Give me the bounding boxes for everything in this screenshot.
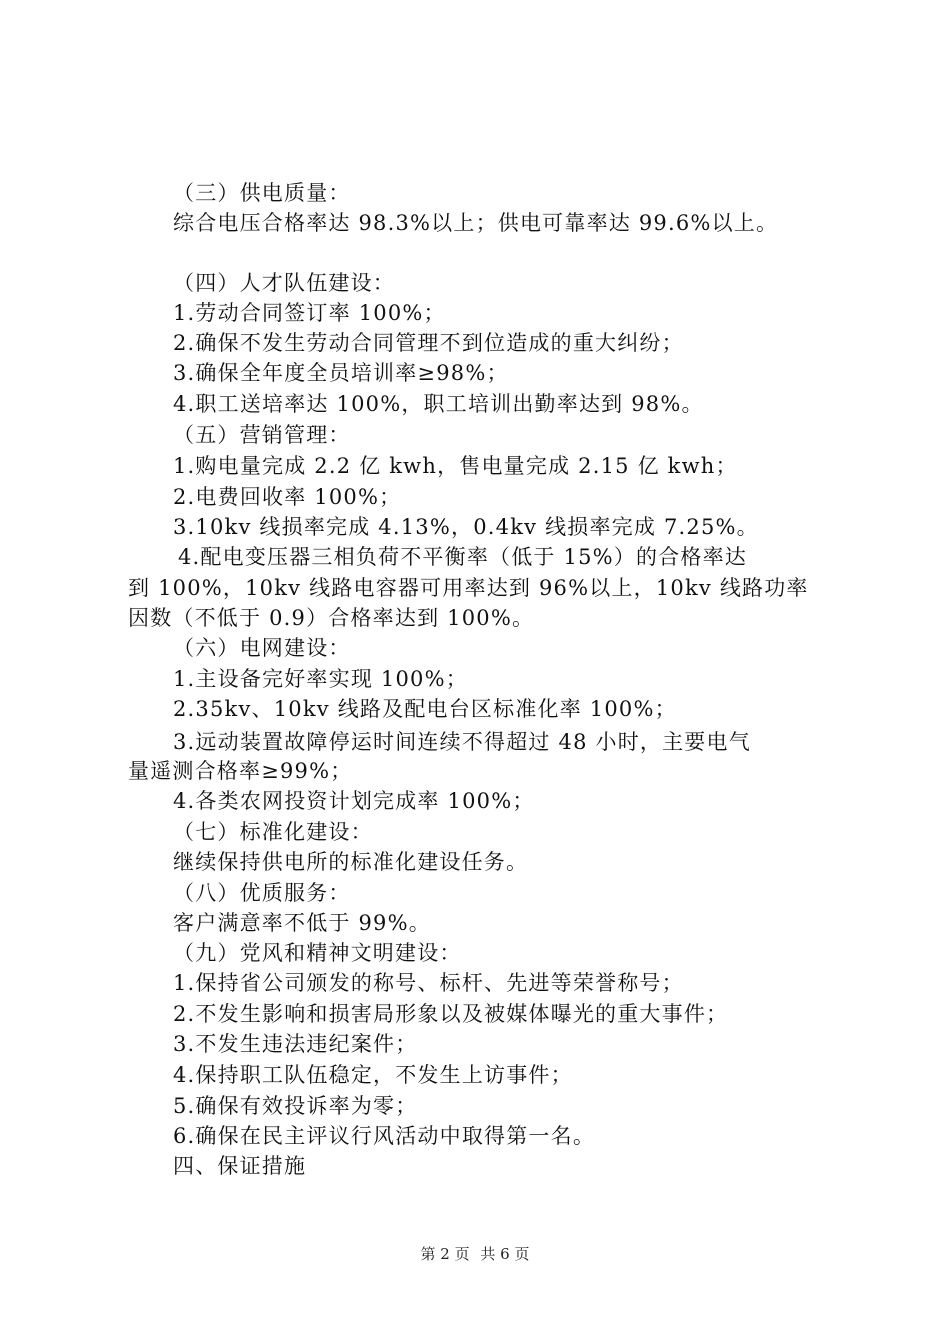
list-item: 1.主设备完好率实现 100%； xyxy=(173,667,468,691)
section-heading-grid: （六）电网建设： xyxy=(173,636,351,660)
list-item: 2.不发生影响和损害局形象以及被媒体曝光的重大事件； xyxy=(173,1002,729,1026)
list-item: 2.确保不发生劳动合同管理不到位造成的重大纠纷； xyxy=(173,331,684,355)
section-heading-talent: （四）人才队伍建设： xyxy=(173,271,395,295)
list-item-continued: 量遥测合格率≥99%； xyxy=(128,759,353,783)
page-footer xyxy=(0,1244,950,1264)
list-item: 1.劳动合同签订率 100%； xyxy=(173,301,446,325)
list-item: 1.保持省公司颁发的称号、标杆、先进等荣誉称号； xyxy=(173,971,684,995)
list-item: 6.确保在民主评议行风活动中取得第一名。 xyxy=(173,1124,596,1148)
list-item: 4.保持职工队伍稳定，不发生上访事件； xyxy=(173,1063,573,1087)
list-item: 2.35kv、10kv 线路及配电台区标准化率 100%； xyxy=(173,697,677,721)
list-item: 3.10kv 线损率完成 4.13%，0.4kv 线损率完成 7.25%。 xyxy=(173,515,759,539)
page-number: 第 2 页 xyxy=(420,1245,470,1263)
section-heading-power-quality: （三）供电质量： xyxy=(173,181,351,205)
section-heading-marketing: （五）营销管理： xyxy=(173,423,351,447)
list-item-continued: 到 100%，10kv 线路电容器可用率达到 96%以上，10kv 线路功率 xyxy=(128,576,809,600)
chapter-heading-measures: 四、保证措施 xyxy=(173,1154,307,1178)
page-total: 共 6 页 xyxy=(480,1245,530,1263)
list-item: 5.确保有效投诉率为零； xyxy=(173,1094,418,1118)
body-line: 继续保持供电所的标准化建设任务。 xyxy=(173,850,529,874)
section-heading-party-conduct: （九）党风和精神文明建设： xyxy=(173,941,462,965)
list-item: 4.各类农网投资计划完成率 100%； xyxy=(173,789,535,813)
list-item: 1.购电量完成 2.2 亿 kwh，售电量完成 2.15 亿 kwh； xyxy=(173,454,738,478)
list-item: 2.电费回收率 100%； xyxy=(173,485,402,509)
section-heading-standardization: （七）标准化建设： xyxy=(173,820,373,844)
list-item: 4.配电变压器三相负荷不平衡率（低于 15%）的合格率达 xyxy=(178,545,747,569)
list-item: 3.确保全年度全员培训率≥98%； xyxy=(173,361,509,385)
body-line: 综合电压合格率达 98.3%以上；供电可靠率达 99.6%以上。 xyxy=(173,211,779,235)
list-item-continued: 因数（不低于 0.9）合格率达到 100%。 xyxy=(128,606,535,630)
body-line: 客户满意率不低于 99%。 xyxy=(173,911,431,935)
list-item: 3.远动装置故障停运时间连续不得超过 48 小时，主要电气 xyxy=(173,730,751,754)
section-heading-service: （八）优质服务： xyxy=(173,881,351,905)
list-item: 4.职工送培率达 100%，职工培训出勤率达到 98%。 xyxy=(173,392,704,416)
list-item: 3.不发生违法违纪案件； xyxy=(173,1032,418,1056)
